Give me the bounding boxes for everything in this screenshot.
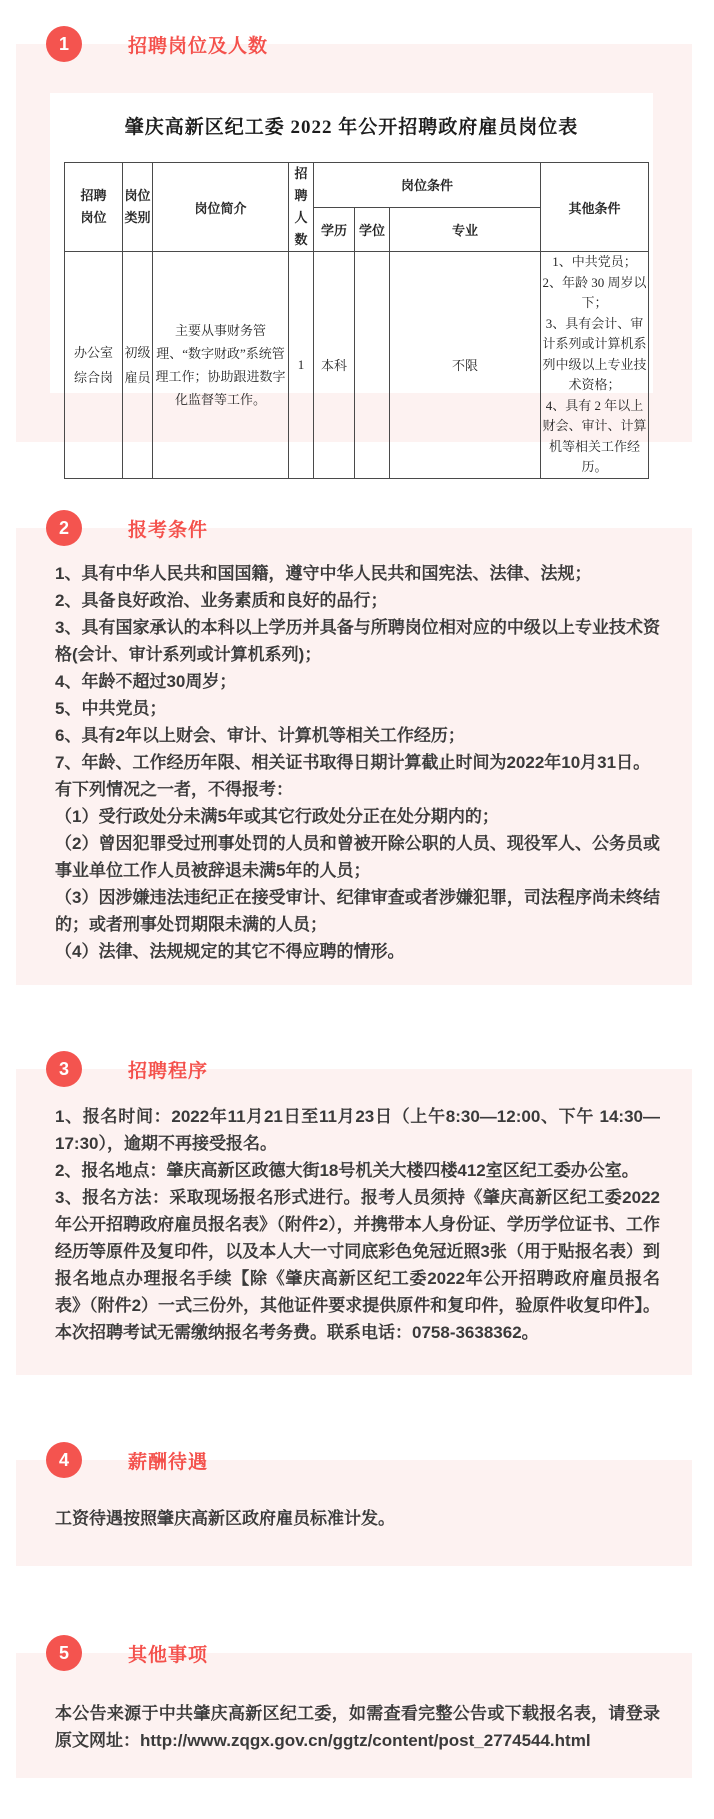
section-1-number-badge	[46, 26, 82, 62]
col-header-text: 人数	[294, 210, 308, 247]
source-note-text: 本公告来源于中共肇庆高新区纪工委，如需查看完整公告或下载报名表，请登录原文网址：	[55, 1704, 660, 1750]
cell-major: 不限	[390, 252, 541, 479]
condition-item: 4、年龄不超过30周岁；	[55, 672, 237, 691]
other-condition-item: 4、具有 2 年以上财会、审计、计算机等相关工作经历。	[542, 397, 647, 474]
col-header-other-conditions: 其他条件	[541, 163, 649, 252]
condition-item: （4）法律、法规规定的其它不得应聘的情形。	[55, 942, 405, 961]
section-5-number-badge	[46, 1635, 82, 1671]
section-3-body	[16, 1103, 692, 1346]
salary-text: 工资待遇按照肇庆高新区政府雇员标准计发。	[55, 1509, 395, 1528]
section-5-header	[46, 1635, 208, 1671]
col-header-text: 岗位	[124, 188, 151, 203]
section-recruit-positions	[16, 33, 692, 474]
section-1-title: 招聘岗位及人数	[128, 35, 269, 57]
section-3-title: 招聘程序	[128, 1060, 209, 1082]
cell-post-intro: 主要从事财务管理、“数字财政”系统管理工作；协助跟进数字化监督等工作。	[153, 252, 289, 479]
cell-recruit-count: 1	[289, 252, 314, 479]
cell-text: 初级	[124, 344, 151, 360]
condition-item: 有下列情况之一者，不得报考：	[55, 780, 293, 799]
col-header-major: 专业	[390, 207, 541, 252]
positions-table	[64, 162, 649, 479]
section-recruit-procedure	[16, 1058, 692, 1375]
section-2-title: 报考条件	[128, 519, 209, 541]
section-4-number-badge	[46, 1442, 82, 1478]
condition-item: 3、具有国家承认的本科以上学历并具备与所聘岗位相对应的中级以上专业技术资格(会计、审计系列或计算机系列)；	[55, 618, 660, 664]
procedure-item: 2、报名地点：肇庆高新区政德大街18号机关大楼四楼412室区纪工委办公室。	[55, 1161, 639, 1180]
col-header-post-conditions: 岗位条件	[314, 163, 541, 208]
cell-degree	[355, 252, 390, 479]
procedure-item: 3、报名方法：采取现场报名形式进行。报考人员须持《肇庆高新区纪工委2022年公开招聘政府雇员报名表》（附件2），并携带本人身份证、学历学位证书、工作经历等原件及复印件，以及本人大一寸同底彩色免冠近照3张（用于贴报名表）到报名地点办理报名手续【除《肇庆高新区纪工委2022年公开招聘政府雇员报名表》（附件2）一式三份外，其他证件要求提供原件和复印件，验原件收复印件】。本次招聘考试无需缴纳报名考务费。联系电话：0758-3638362。	[55, 1188, 660, 1342]
col-header-text: 类别	[124, 210, 151, 225]
section-1-header	[46, 26, 268, 62]
badge-number: 2	[58, 517, 69, 538]
section-3-header	[46, 1051, 208, 1087]
source-note	[55, 1700, 660, 1754]
section-5-body	[16, 1700, 692, 1754]
badge-number: 5	[58, 1642, 69, 1663]
col-header-post-type	[123, 163, 153, 252]
section-4-body	[16, 1505, 692, 1532]
cell-recruit-post	[65, 252, 123, 479]
cell-post-type	[123, 252, 153, 479]
position-table-title: 肇庆高新区纪工委 2022 年公开招聘政府雇员岗位表	[124, 117, 579, 138]
col-header-education: 学历	[314, 207, 355, 252]
col-header-degree: 学位	[355, 207, 390, 252]
section-5-title: 其他事项	[128, 1644, 209, 1666]
condition-item: 6、具有2年以上财会、审计、计算机等相关工作经历；	[55, 726, 465, 745]
position-table-card	[50, 93, 653, 474]
condition-item: （3）因涉嫌违法违纪正在接受审计、纪律审查或者涉嫌犯罪，司法程序尚未终结的；或者刑事处罚期限未满的人员；	[55, 888, 660, 934]
section-3-number-badge	[46, 1051, 82, 1087]
condition-item: 7、年龄、工作经历年限、相关证书取得日期计算截止时间为2022年10月31日。	[55, 753, 651, 772]
condition-item: 2、具备良好政治、业务素质和良好的品行；	[55, 591, 388, 610]
cell-text: 综合岗	[73, 369, 113, 385]
cell-text: 雇员	[124, 369, 151, 385]
section-4-title: 薪酬待遇	[128, 1451, 209, 1473]
condition-item: 1、具有中华人民共和国国籍，遵守中华人民共和国宪法、法律、法规；	[55, 564, 592, 583]
badge-number: 1	[58, 33, 69, 54]
badge-number: 4	[58, 1449, 69, 1470]
col-header-text: 招聘	[294, 166, 308, 203]
section-application-conditions	[16, 517, 692, 985]
other-condition-item: 1、中共党员；	[552, 254, 637, 269]
condition-item: （1）受行政处分未满5年或其它行政处分正在处分期内的；	[55, 807, 499, 826]
col-header-text: 招聘	[80, 188, 107, 203]
col-header-recruit-count	[289, 163, 314, 252]
cell-other-conditions	[541, 252, 649, 479]
section-2-number-badge	[46, 510, 82, 546]
other-condition-item: 2、年龄 30 周岁以下；	[542, 274, 647, 310]
table-row	[65, 252, 649, 479]
condition-item: 5、中共党员；	[55, 699, 167, 718]
condition-item: （2）曾因犯罪受过刑事处罚的人员和曾被开除公职的人员、现役军人、公务员或事业单位工作人员被辞退未满5年的人员；	[55, 834, 660, 880]
badge-number: 3	[58, 1058, 69, 1079]
section-2-header	[46, 510, 208, 546]
col-header-recruit-post	[65, 163, 123, 252]
cell-text: 办公室	[73, 344, 113, 360]
col-header-post-intro: 岗位简介	[153, 163, 289, 252]
section-other-matters	[16, 1642, 692, 1778]
cell-education: 本科	[314, 252, 355, 479]
col-header-text: 岗位	[80, 210, 107, 225]
section-4-header	[46, 1442, 208, 1478]
source-url-link[interactable]: http://www.zqgx.gov.cn/ggtz/content/post_2774544.html	[140, 1731, 591, 1750]
section-2-body	[16, 560, 692, 965]
procedure-item: 1、报名时间：2022年11月21日至11月23日（上午8:30—12:00、下午 14:30—17:30），逾期不再接受报名。	[55, 1107, 660, 1153]
section-salary	[16, 1449, 692, 1566]
other-condition-item: 3、具有会计、审计系列或计算机系列中级以上专业技术资格；	[542, 315, 647, 392]
